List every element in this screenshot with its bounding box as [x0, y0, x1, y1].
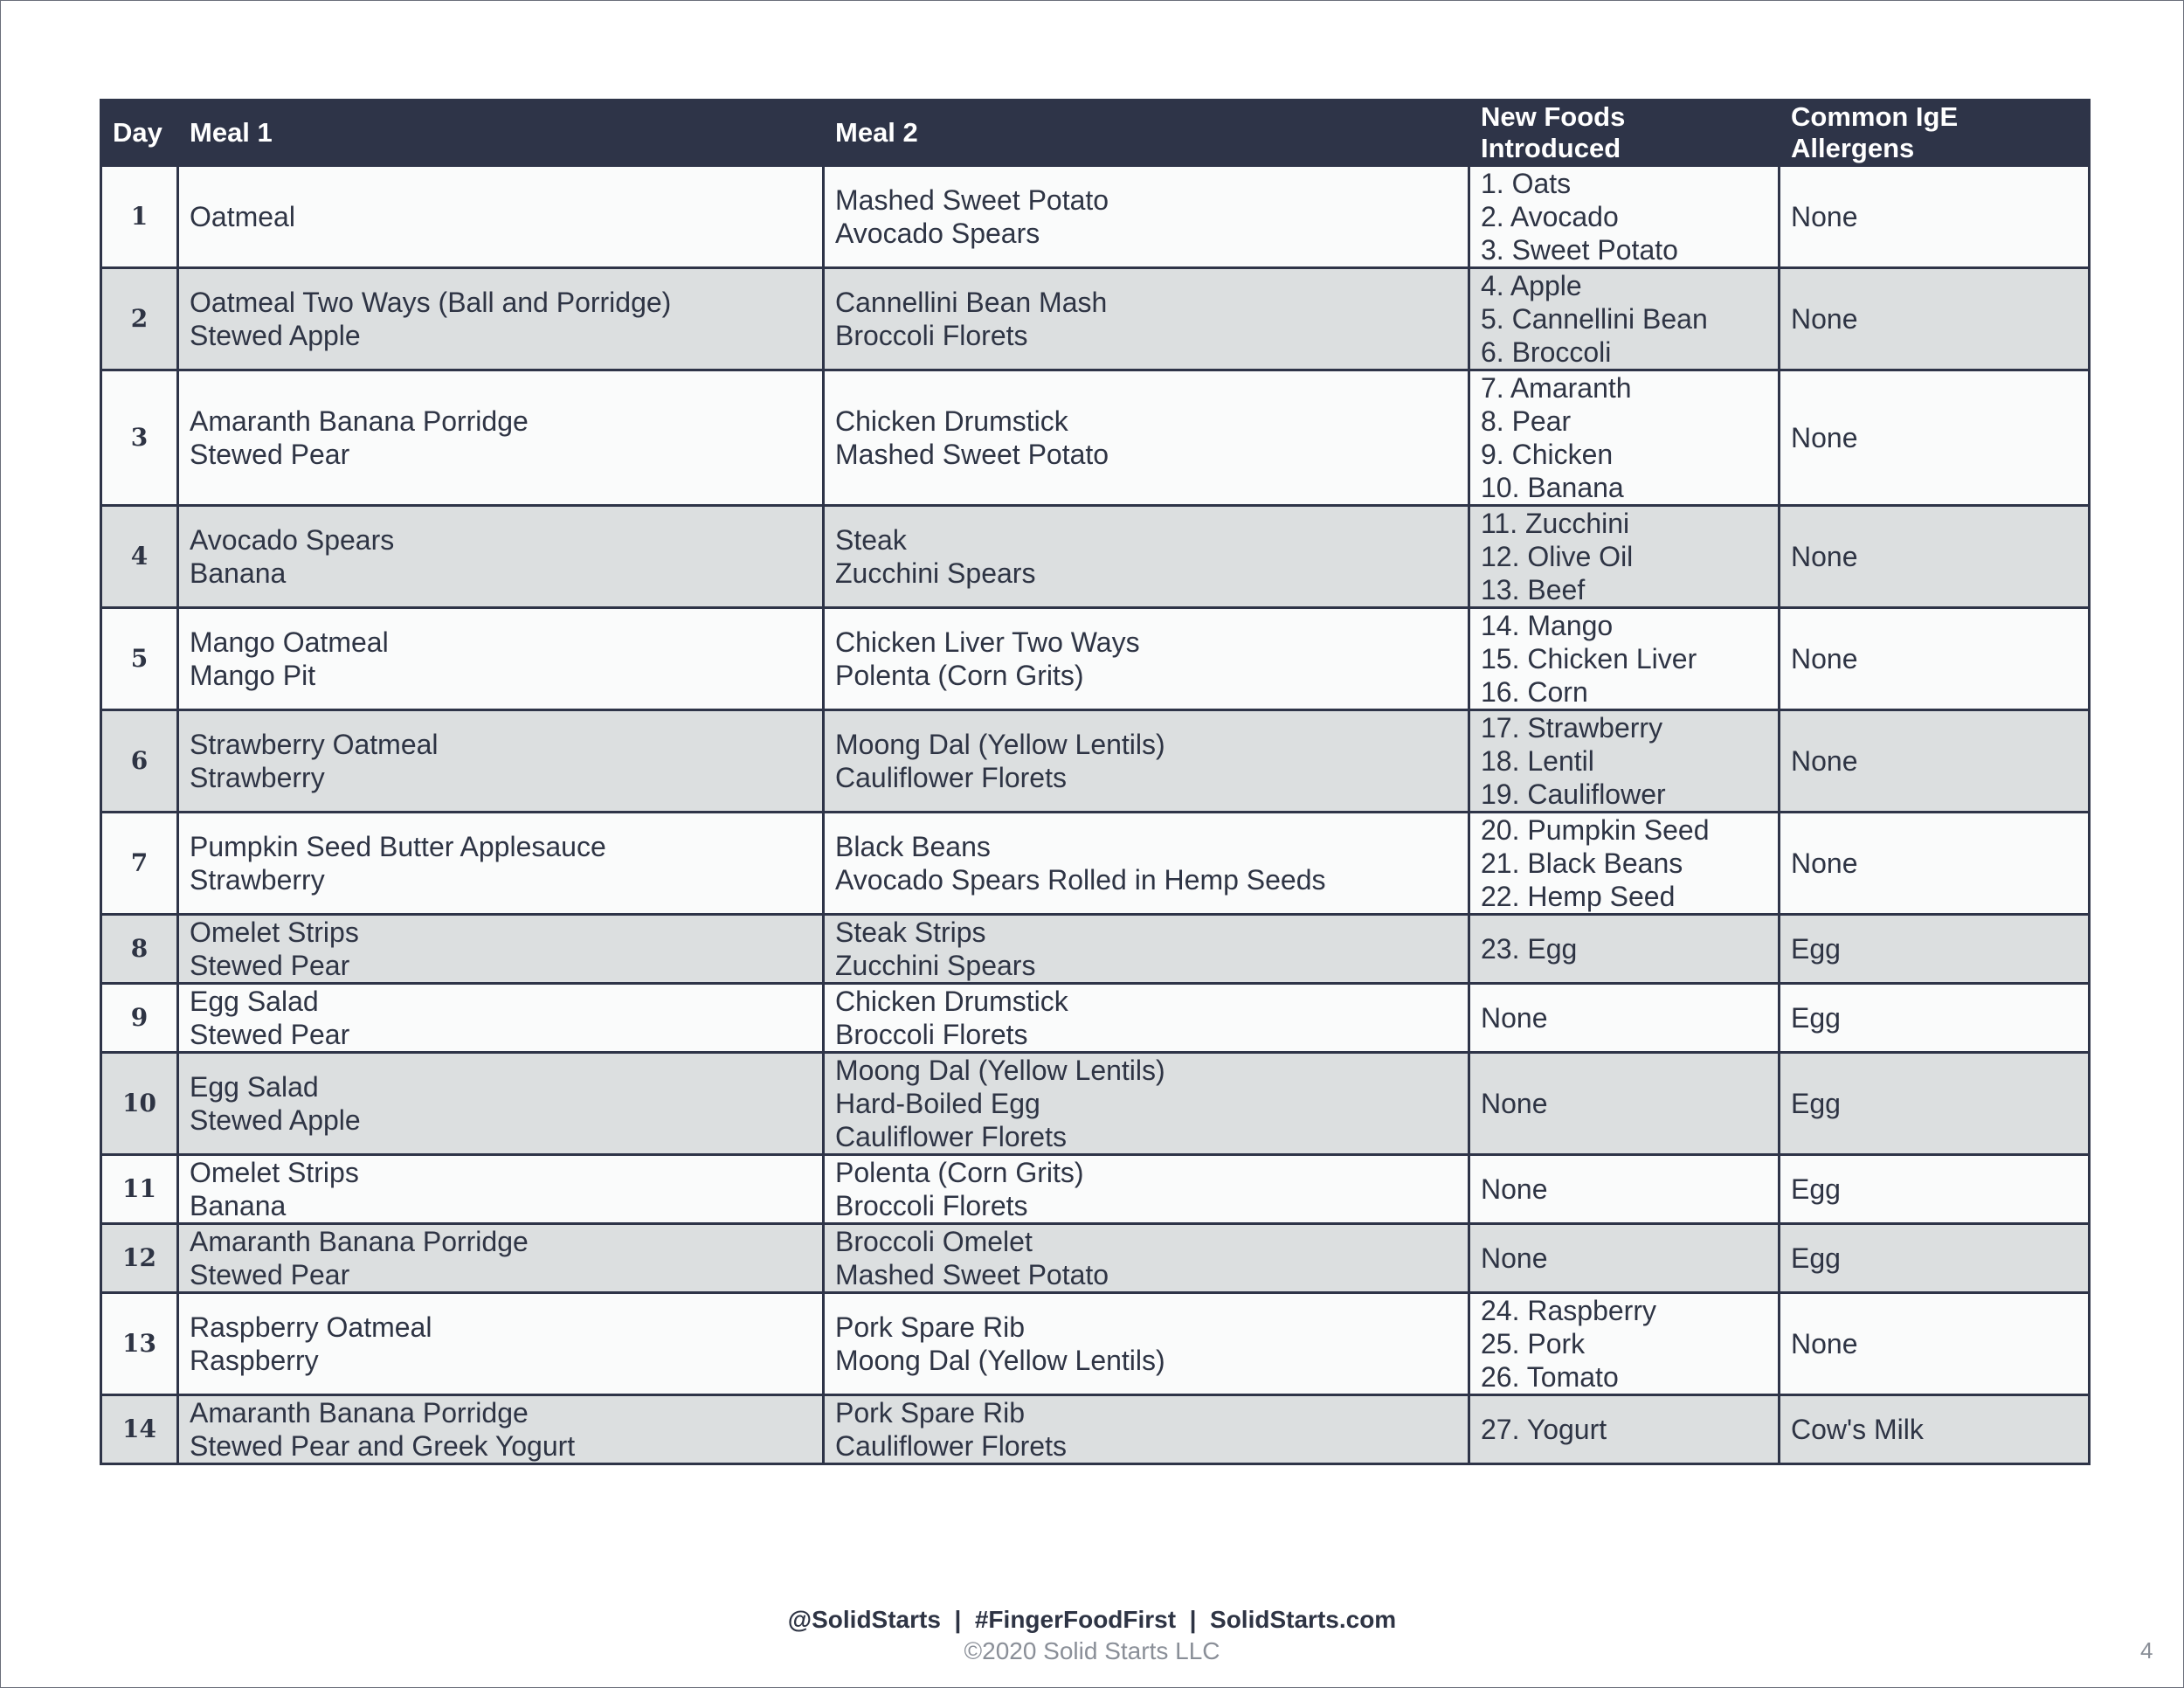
new-foods-cell-line: 23. Egg	[1481, 933, 1578, 965]
new-foods-cell-line: 15. Chicken Liver	[1481, 643, 1697, 675]
table-row	[101, 1155, 2090, 1224]
new-foods-cell	[1469, 813, 1780, 915]
table-row	[101, 1293, 2090, 1395]
footer-links: @SolidStarts | #FingerFoodFirst | SolidStarts.com	[787, 1606, 1397, 1633]
meal-1-cell	[178, 710, 824, 813]
new-foods-cell-line: 7. Amaranth	[1481, 372, 1632, 404]
day-cell: 11	[101, 1155, 178, 1224]
table-row	[101, 1224, 2090, 1293]
meal-1-cell-line: Mango Oatmeal	[190, 626, 389, 658]
new-foods-cell-line: 17. Strawberry	[1481, 712, 1663, 744]
table-row	[101, 1053, 2090, 1155]
meal-1-cell-line: Stewed Pear and Greek Yogurt	[190, 1430, 576, 1462]
allergens-cell: Egg	[1780, 984, 2090, 1053]
meal-2-cell-line: Broccoli Omelet	[835, 1226, 1033, 1257]
meal-2-cell	[824, 506, 1469, 608]
day-cell: 5	[101, 608, 178, 710]
new-foods-cell-line: 6. Broccoli	[1481, 336, 1612, 368]
new-foods-cell-line: 19. Cauliflower	[1481, 778, 1666, 810]
meal-1-cell	[178, 608, 824, 710]
new-foods-cell-line: 16. Corn	[1481, 676, 1588, 708]
new-foods-cell	[1469, 1155, 1780, 1224]
meal-1-cell-line: Amaranth Banana Porridge	[190, 1397, 529, 1429]
meal-1-cell	[178, 370, 824, 506]
meal-2-cell	[824, 1053, 1469, 1155]
new-foods-cell	[1469, 608, 1780, 710]
meal-2-cell-line: Broccoli Florets	[835, 1019, 1028, 1050]
meal-2-cell-line: Pork Spare Rib	[835, 1397, 1025, 1429]
meal-2-cell	[824, 1293, 1469, 1395]
allergens-cell: None	[1780, 608, 2090, 710]
meal-2-cell-line: Cauliflower Florets	[835, 762, 1067, 793]
day-cell: 8	[101, 915, 178, 984]
allergens-cell: None	[1780, 166, 2090, 268]
new-foods-cell-line: 3. Sweet Potato	[1481, 234, 1678, 266]
meal-2-cell-line: Broccoli Florets	[835, 320, 1028, 351]
meal-2-cell-line: Zucchini Spears	[835, 557, 1036, 589]
day-cell: 10	[101, 1053, 178, 1155]
new-foods-cell-line: 25. Pork	[1481, 1328, 1586, 1359]
meal-2-cell	[824, 915, 1469, 984]
meal-2-cell-line: Chicken Liver Two Ways	[835, 626, 1140, 658]
new-foods-cell-line: 14. Mango	[1481, 610, 1614, 641]
meal-1-cell-line: Stewed Pear	[190, 1259, 350, 1290]
meal-1-cell	[178, 268, 824, 370]
table-row	[101, 984, 2090, 1053]
meal-2-cell-line: Chicken Drumstick	[835, 986, 1068, 1017]
meal-2-cell-line: Zucchini Spears	[835, 950, 1036, 981]
meal-1-cell-line: Egg Salad	[190, 986, 319, 1017]
meal-1-cell-line: Amaranth Banana Porridge	[190, 1226, 529, 1257]
meal-2-cell-line: Avocado Spears	[835, 218, 1040, 249]
new-foods-cell	[1469, 915, 1780, 984]
new-foods-cell	[1469, 1224, 1780, 1293]
new-foods-cell-line: 26. Tomato	[1481, 1361, 1619, 1393]
meal-1-cell-line: Omelet Strips	[190, 1157, 359, 1188]
new-foods-cell	[1469, 1053, 1780, 1155]
meal-1-cell-line: Banana	[190, 557, 287, 589]
new-foods-cell-line: 24. Raspberry	[1481, 1295, 1656, 1326]
page-number: 4	[2140, 1637, 2153, 1664]
meal-2-cell-line: Moong Dal (Yellow Lentils)	[835, 1345, 1165, 1376]
new-foods-cell-line: 20. Pumpkin Seed	[1481, 814, 1710, 846]
meal-2-cell	[824, 1155, 1469, 1224]
meal-2-cell-line: Polenta (Corn Grits)	[835, 1157, 1084, 1188]
new-foods-cell-line: 11. Zucchini	[1481, 508, 1630, 539]
meal-2-cell-line: Hard-Boiled Egg	[835, 1088, 1040, 1119]
day-cell: 12	[101, 1224, 178, 1293]
allergens-cell: Egg	[1780, 1155, 2090, 1224]
meal-1-cell-line: Pumpkin Seed Butter Applesauce	[190, 831, 606, 862]
table-row	[101, 813, 2090, 915]
new-foods-cell-line: 21. Black Beans	[1481, 847, 1683, 879]
meal-2-cell-line: Cauliflower Florets	[835, 1121, 1067, 1152]
allergens-cell: None	[1780, 370, 2090, 506]
new-foods-cell-line: 4. Apple	[1481, 270, 1582, 301]
meal-1-cell-line: Amaranth Banana Porridge	[190, 405, 529, 437]
meal-1-cell-line: Stewed Apple	[190, 320, 361, 351]
new-foods-cell-line: 18. Lentil	[1481, 745, 1594, 777]
meal-1-cell-line: Avocado Spears	[190, 524, 395, 556]
new-foods-cell-line: 5. Cannellini Bean	[1481, 303, 1708, 335]
new-foods-cell-line: 27. Yogurt	[1481, 1414, 1607, 1445]
meal-2-cell-line: Black Beans	[835, 831, 991, 862]
meal-1-cell	[178, 915, 824, 984]
meal-2-cell	[824, 268, 1469, 370]
meal-2-cell-line: Moong Dal (Yellow Lentils)	[835, 729, 1165, 760]
day-cell: 9	[101, 984, 178, 1053]
meal-2-cell-line: Mashed Sweet Potato	[835, 1259, 1109, 1290]
header-allergens: Common IgE Allergens	[1780, 100, 2090, 166]
day-cell: 13	[101, 1293, 178, 1395]
allergens-cell: Egg	[1780, 1224, 2090, 1293]
meal-1-cell-line: Egg Salad	[190, 1071, 319, 1103]
meal-1-cell-line: Stewed Pear	[190, 950, 350, 981]
meal-2-cell-line: Avocado Spears Rolled in Hemp Seeds	[835, 864, 1326, 896]
meal-2-cell	[824, 813, 1469, 915]
day-cell: 4	[101, 506, 178, 608]
table-row	[101, 710, 2090, 813]
meal-1-cell-line: Omelet Strips	[190, 917, 359, 948]
day-cell: 7	[101, 813, 178, 915]
meal-1-cell-line: Banana	[190, 1190, 287, 1221]
new-foods-cell	[1469, 166, 1780, 268]
meal-1-cell-line: Oatmeal Two Ways (Ball and Porridge)	[190, 287, 672, 318]
meal-1-cell	[178, 1293, 824, 1395]
meal-1-cell-line: Oatmeal	[190, 201, 295, 232]
new-foods-cell-line: 1. Oats	[1481, 168, 1572, 199]
table-row	[101, 608, 2090, 710]
new-foods-cell	[1469, 506, 1780, 608]
new-foods-cell-line: None	[1481, 1173, 1548, 1205]
new-foods-cell	[1469, 1293, 1780, 1395]
allergens-cell: None	[1780, 710, 2090, 813]
allergens-cell: Cow's Milk	[1780, 1395, 2090, 1464]
meal-1-cell-line: Strawberry Oatmeal	[190, 729, 439, 760]
table-row	[101, 166, 2090, 268]
new-foods-cell-line: 2. Avocado	[1481, 201, 1619, 232]
meal-1-cell-line: Stewed Apple	[190, 1104, 361, 1136]
meal-2-cell-line: Mashed Sweet Potato	[835, 184, 1109, 216]
new-foods-cell	[1469, 984, 1780, 1053]
new-foods-cell-line: 9. Chicken	[1481, 439, 1614, 470]
new-foods-cell-line: 12. Olive Oil	[1481, 541, 1634, 572]
meal-1-cell	[178, 813, 824, 915]
meal-1-cell	[178, 1053, 824, 1155]
new-foods-cell-line: None	[1481, 1242, 1548, 1274]
meal-1-cell-line: Raspberry	[190, 1345, 319, 1376]
new-foods-cell	[1469, 1395, 1780, 1464]
new-foods-cell	[1469, 370, 1780, 506]
new-foods-cell-line: 8. Pear	[1481, 405, 1572, 437]
meal-2-cell-line: Cannellini Bean Mash	[835, 287, 1108, 318]
table-row	[101, 268, 2090, 370]
meal-2-cell-line: Steak Strips	[835, 917, 986, 948]
table-row	[101, 370, 2090, 506]
allergens-cell: None	[1780, 813, 2090, 915]
meal-2-cell-line: Chicken Drumstick	[835, 405, 1068, 437]
meal-1-cell-line: Mango Pit	[190, 660, 316, 691]
new-foods-cell-line: None	[1481, 1002, 1548, 1034]
meal-1-cell	[178, 1395, 824, 1464]
meal-plan-table	[100, 99, 2091, 1465]
table-header-row	[101, 100, 2090, 166]
table-row	[101, 1395, 2090, 1464]
day-cell: 2	[101, 268, 178, 370]
day-cell: 1	[101, 166, 178, 268]
meal-2-cell-line: Polenta (Corn Grits)	[835, 660, 1084, 691]
meal-2-cell-line: Mashed Sweet Potato	[835, 439, 1109, 470]
allergens-cell: None	[1780, 506, 2090, 608]
allergens-cell: Egg	[1780, 1053, 2090, 1155]
new-foods-cell-line: 10. Banana	[1481, 472, 1624, 503]
meal-2-cell-line: Steak	[835, 524, 907, 556]
new-foods-cell	[1469, 710, 1780, 813]
meal-2-cell	[824, 984, 1469, 1053]
table-row	[101, 915, 2090, 984]
meal-1-cell-line: Stewed Pear	[190, 1019, 350, 1050]
meal-2-cell	[824, 710, 1469, 813]
table-row	[101, 506, 2090, 608]
meal-2-cell-line: Cauliflower Florets	[835, 1430, 1067, 1462]
meal-1-cell	[178, 1155, 824, 1224]
meal-2-cell	[824, 166, 1469, 268]
new-foods-cell-line: 22. Hemp Seed	[1481, 881, 1676, 912]
day-cell: 6	[101, 710, 178, 813]
header-meal-2: Meal 2	[824, 100, 1469, 166]
new-foods-cell	[1469, 268, 1780, 370]
meal-1-cell	[178, 506, 824, 608]
header-new-foods: New Foods Introduced	[1469, 100, 1780, 166]
meal-1-cell-line: Strawberry	[190, 762, 325, 793]
meal-1-cell-line: Strawberry	[190, 864, 325, 896]
header-meal-1: Meal 1	[178, 100, 824, 166]
new-foods-cell-line: 13. Beef	[1481, 574, 1586, 605]
allergens-cell: None	[1780, 268, 2090, 370]
table-body	[101, 166, 2090, 1464]
meal-2-cell	[824, 370, 1469, 506]
allergens-cell: Egg	[1780, 915, 2090, 984]
meal-1-cell	[178, 984, 824, 1053]
meal-2-cell-line: Pork Spare Rib	[835, 1311, 1025, 1343]
meal-1-cell	[178, 166, 824, 268]
meal-2-cell	[824, 608, 1469, 710]
meal-2-cell-line: Broccoli Florets	[835, 1190, 1028, 1221]
new-foods-cell-line: None	[1481, 1088, 1548, 1119]
meal-1-cell-line: Raspberry Oatmeal	[190, 1311, 432, 1343]
allergens-cell: None	[1780, 1293, 2090, 1395]
meal-1-cell	[178, 1224, 824, 1293]
meal-2-cell-line: Moong Dal (Yellow Lentils)	[835, 1055, 1165, 1086]
meal-1-cell-line: Stewed Pear	[190, 439, 350, 470]
day-cell: 14	[101, 1395, 178, 1464]
day-cell: 3	[101, 370, 178, 506]
meal-2-cell	[824, 1224, 1469, 1293]
footer-copyright: ©2020 Solid Starts LLC	[964, 1637, 1220, 1664]
meal-2-cell	[824, 1395, 1469, 1464]
header-day: Day	[101, 100, 178, 166]
